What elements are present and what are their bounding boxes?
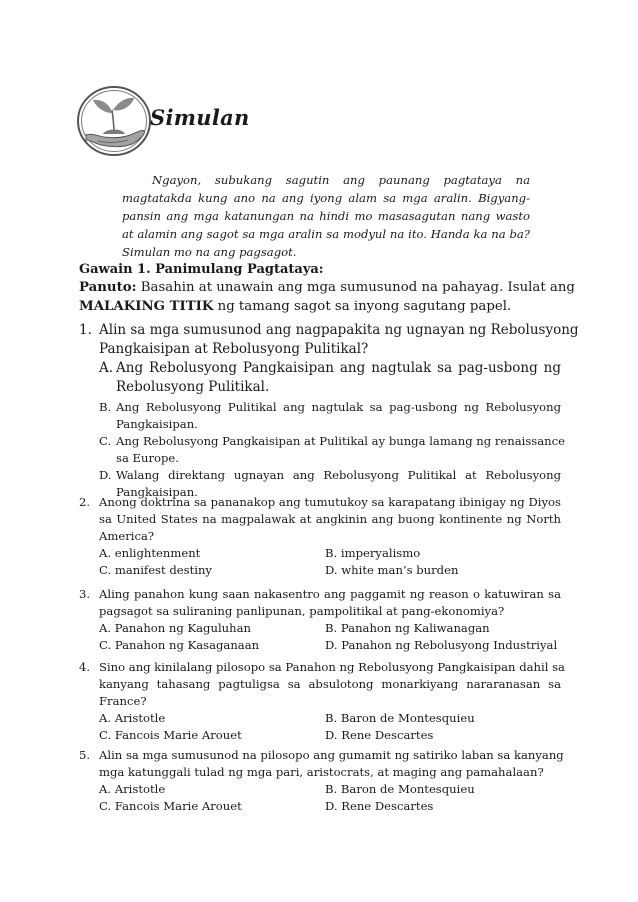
option-line: Pangkaisipan. <box>116 417 198 431</box>
option-line: Pangkaisipan. <box>116 485 198 499</box>
answer-option-d: D. white man’s burden <box>325 563 459 577</box>
instructions-text: Basahin at unawain ang mga sumusunod na pahayag. Isulat ang <box>136 280 575 295</box>
question-line: Anong doktrina sa pananakop ang tumutukoy sa karapatang ibinigay ng Diyos <box>99 495 561 509</box>
section-title: Simulan <box>150 105 250 130</box>
instructions-label: Panuto: <box>79 280 137 295</box>
question-5 <box>79 747 564 815</box>
option-letter: A. <box>99 360 114 376</box>
intro-line: Simulan mo na ang pagsagot. <box>122 245 297 259</box>
question-line: kanyang tahasang pagtuligsa sa absulotong monarkiyang nararanasan sa <box>99 677 561 691</box>
option-line: Walang direktang ugnayan ang Rebolusyong Pulitikal at Rebolusyong <box>116 468 561 482</box>
intro-line: magtatakda kung ano na ang iyong alam sa mga aralin. Bigyang- <box>122 191 530 205</box>
answer-option-a: A. Panahon ng Kaguluhan <box>99 621 251 635</box>
question-4 <box>79 659 565 744</box>
option-line: Ang Rebolusyong Pangkaisipan at Pulitikal ay bunga lamang ng renaissance <box>116 434 565 448</box>
question-text <box>99 659 565 710</box>
answer-option-a <box>99 359 561 397</box>
answer-options <box>99 781 561 815</box>
answer-options <box>99 545 561 579</box>
answer-options <box>99 710 561 744</box>
answer-option-b: B. imperyalismo <box>325 546 421 560</box>
answer-option-c: C. manifest destiny <box>99 563 212 577</box>
question-number: 2. <box>79 495 91 509</box>
instructions-line <box>79 297 561 316</box>
question-line: Sino ang kinilalang pilosopo sa Panahon ng Rebolusyong Pangkaisipan dahil sa <box>99 660 565 674</box>
answer-option-a: A. enlightenment <box>99 546 201 560</box>
question-line: Alin sa mga sumusunod ang nagpapakita ng ugnayan ng Rebolusyong <box>99 322 579 338</box>
question-number: 3. <box>79 587 91 601</box>
option-line: sa Europe. <box>116 451 179 465</box>
answer-option-b: B. Panahon ng Kaliwanagan <box>325 621 490 635</box>
question-line: sa United States na magpalawak at angkinin ang buong kontinente ng North <box>99 512 561 526</box>
question-line: Pangkaisipan at Rebolusyong Pulitikal? <box>99 341 369 357</box>
answer-option-d: D. Rene Descartes <box>325 728 434 742</box>
option-line: Rebolusyong Pulitikal. <box>116 379 270 395</box>
option-line: Ang Rebolusyong Pangkaisipan ang nagtulak sa pag-usbong ng <box>116 360 561 376</box>
question-line: mga katunggali tulad ng mga pari, aristocrats, at maging ang pamahalaan? <box>99 765 544 779</box>
intro-line: at alamin ang sagot sa mga aralin sa modyul na ito. Handa ka na ba? <box>122 227 530 241</box>
question-2 <box>79 494 561 579</box>
answer-option-c: C. Fancois Marie Arouet <box>99 799 242 813</box>
question-1 <box>79 321 579 501</box>
option-line: Ang Rebolusyong Pulitikal ang nagtulak sa pag-usbong ng Rebolusyong <box>116 400 561 414</box>
option-letter: D. <box>99 468 112 482</box>
answer-option-a: A. Aristotle <box>99 711 166 725</box>
intro-paragraph <box>122 171 530 261</box>
question-3 <box>79 586 561 654</box>
answer-option-d: D. Panahon ng Rebolusyong Industriyal <box>325 638 558 652</box>
instructions-text: ng tamang sagot sa inyong sagutang papel. <box>213 299 512 314</box>
answer-option-b: B. Baron de Montesquieu <box>325 711 475 725</box>
question-number: 5. <box>79 748 91 762</box>
question-text <box>99 494 561 545</box>
hand-with-seedling-icon <box>76 83 156 159</box>
answer-option-c <box>99 433 565 467</box>
option-letter: B. <box>99 400 112 414</box>
question-line: pagsagot sa suliraning panlipunan, pampolitikal at pang-ekonomiya? <box>99 604 505 618</box>
instructions-emphasis: MALAKING TITIK <box>79 299 214 314</box>
question-line: France? <box>99 694 147 708</box>
intro-line: pansin ang mga katanungan na hindi mo masasagutan nang wasto <box>122 209 530 223</box>
question-text <box>99 586 561 620</box>
question-text <box>99 321 579 359</box>
instructions <box>79 278 575 316</box>
answer-option-c: C. Fancois Marie Arouet <box>99 728 242 742</box>
intro-line: Ngayon, subukang sagutin ang paunang pagtataya na <box>152 173 530 187</box>
question-line: Alin sa mga sumusunod na pilosopo ang gumamit ng satiriko laban sa kanyang <box>99 748 564 762</box>
answer-option-c: C. Panahon ng Kasaganaan <box>99 638 260 652</box>
question-line: America? <box>99 529 155 543</box>
activity-title: Gawain 1. Panimulang Pagtataya: <box>79 262 324 277</box>
answer-option-d: D. Rene Descartes <box>325 799 434 813</box>
instructions-line <box>79 278 575 297</box>
answer-options <box>99 620 561 654</box>
answer-option-a: A. Aristotle <box>99 782 166 796</box>
question-number: 1. <box>79 322 92 338</box>
question-number: 4. <box>79 660 91 674</box>
question-text <box>99 747 564 781</box>
answer-option-b <box>99 399 561 433</box>
answer-option-b: B. Baron de Montesquieu <box>325 782 475 796</box>
question-line: Aling panahon kung saan nakasentro ang paggamit ng reason o katuwiran sa <box>99 587 561 601</box>
option-letter: C. <box>99 434 112 448</box>
